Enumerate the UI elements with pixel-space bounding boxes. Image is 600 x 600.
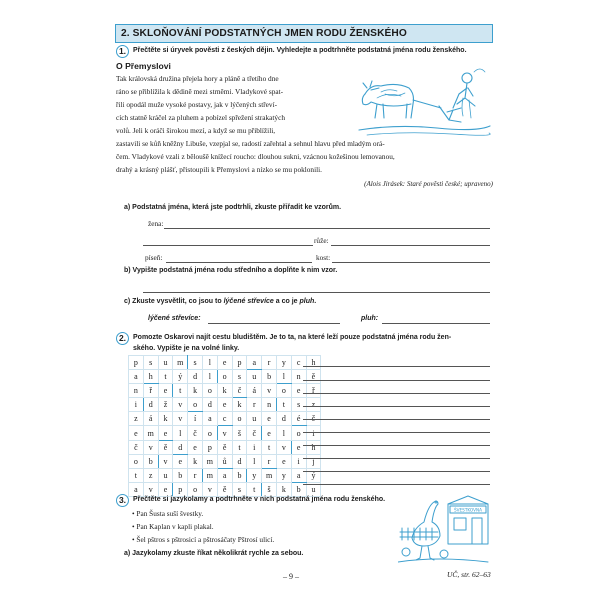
maze-cell: r (247, 398, 262, 412)
tongue-twister: • Pan Kaplan v kapli plakal. (132, 522, 214, 531)
maze-cell: b (173, 468, 188, 482)
textbook-reference: UČ, str. 62–63 (447, 570, 491, 579)
maze-cell: s (232, 482, 247, 496)
maze-cell: z (306, 398, 321, 412)
maze-cell: d (173, 440, 188, 454)
story-line: cích statně kráčel za pluhem a pobízel spřežení strakatých (116, 113, 285, 122)
maze-cell: č (232, 384, 247, 398)
answer-line[interactable] (208, 323, 340, 324)
maze-cell: a (217, 468, 232, 482)
story-title: O Přemyslovi (116, 61, 171, 71)
maze-cell: e (217, 356, 232, 370)
story-line: čem. Vladykové vzali z běloušě knížecí roucho: dlouhou sukni, vzácnou kožešinou lemovanou, (116, 152, 395, 161)
maze-cell: k (217, 384, 232, 398)
maze-cell: y (247, 468, 262, 482)
maze-cell: ů (217, 454, 232, 468)
maze-cell: d (202, 398, 217, 412)
maze-cell: v (173, 412, 188, 426)
maze-cell: m (173, 356, 188, 370)
answer-line[interactable] (303, 380, 490, 381)
maze-cell: č (129, 440, 144, 454)
maze-cell: k (188, 384, 203, 398)
maze-cell: a (291, 468, 306, 482)
maze-cell: e (262, 412, 277, 426)
maze-cell: ě (306, 370, 321, 384)
maze-cell: c (217, 412, 232, 426)
tongue-twister: • Šel pštros s pštrosicí a pštrosáčaty Pštrosí ulicí. (132, 535, 275, 544)
story-line: drahý a krásný plášť, přistoupili k Přemyslovi a nízko se mu poklonili. (116, 165, 322, 174)
maze-cell: e (217, 398, 232, 412)
maze-cell: š (232, 426, 247, 440)
maze-cell: č (306, 412, 321, 426)
maze-cell: n (262, 398, 277, 412)
maze-cell: t (158, 370, 173, 384)
answer-line[interactable] (303, 432, 490, 433)
pattern-label-ruze: růže: (314, 236, 329, 245)
pattern-label-pisen: píseň: (145, 253, 163, 262)
maze-row (129, 356, 321, 370)
maze-cell: ý (173, 370, 188, 384)
maze-cell: v (202, 482, 217, 496)
maze-cell: b (232, 468, 247, 482)
maze-cell: r (188, 468, 203, 482)
maze-cell: d (143, 398, 158, 412)
maze-cell: n (129, 384, 144, 398)
maze-cell: v (143, 482, 158, 496)
maze-row (129, 426, 321, 440)
answer-line[interactable] (332, 262, 490, 263)
maze-cell: y (276, 468, 291, 482)
maze-cell: s (291, 398, 306, 412)
answer-line[interactable] (331, 245, 490, 246)
maze-cell: o (276, 384, 291, 398)
label-pluh: pluh: (361, 315, 379, 322)
maze-cell: p (232, 356, 247, 370)
ex1-task-b: b) Vypište podstatná jména rodu středního a doplňte k nim vzor. (124, 267, 338, 274)
ex2-instruction-line1: Pomozte Oskarovi najít cestu bludištěm. Je to ta, na které leží pouze podstatná jména rodu žen- (133, 334, 452, 341)
maze-cell: d (232, 454, 247, 468)
maze-cell: l (202, 370, 217, 384)
maze-cell: k (188, 454, 203, 468)
maze-cell: s (232, 370, 247, 384)
answer-line[interactable] (303, 484, 490, 485)
maze-cell: r (262, 454, 277, 468)
maze-cell: l (247, 454, 262, 468)
answer-line[interactable] (303, 445, 490, 446)
maze-cell: t (276, 398, 291, 412)
answer-line[interactable] (303, 366, 490, 367)
maze-cell: é (291, 412, 306, 426)
maze-cell: z (143, 468, 158, 482)
maze-cell: z (129, 412, 144, 426)
maze-cell: e (262, 426, 277, 440)
maze-cell: k (276, 482, 291, 496)
maze-cell: ě (158, 440, 173, 454)
maze-cell: o (129, 454, 144, 468)
answer-line[interactable] (143, 245, 313, 246)
exercise-number-1: 1. (116, 45, 129, 58)
maze-cell: n (291, 370, 306, 384)
maze-cell: e (129, 426, 144, 440)
maze-cell: o (202, 384, 217, 398)
ex3-instruction: Přečtěte si jazykolamy a podtrhněte v nich podstatná jména rodu ženského. (133, 496, 386, 503)
maze-cell: m (143, 426, 158, 440)
maze-cell: o (291, 426, 306, 440)
maze-cell: v (262, 384, 277, 398)
pattern-label-zena: žena: (148, 219, 164, 228)
maze-cell: h (143, 370, 158, 384)
maze-row (129, 468, 321, 482)
maze-cell: e (158, 482, 173, 496)
maze-cell: u (306, 482, 321, 496)
maze-cell: ř (143, 384, 158, 398)
shop-sign: ŠVESTKOVNA (454, 507, 482, 513)
maze-cell: o (202, 426, 217, 440)
maze-cell: b (143, 454, 158, 468)
maze-cell: m (262, 468, 277, 482)
maze-cell: i (291, 454, 306, 468)
story-line: zastavili se kůň kněžny Libuše, vzepjal se, radostí zařehtal a sehnul hlavu před mladým orá- (116, 139, 385, 148)
maze-cell: c (291, 356, 306, 370)
maze-cell: v (173, 398, 188, 412)
maze-cell: u (247, 370, 262, 384)
maze-cell: č (247, 426, 262, 440)
ploughman-illustration (357, 64, 492, 139)
story-line: volů. Jeli k oráči širokou mezí, a když se mu přiblížili, (116, 126, 276, 135)
chapter-header: 2. SKLOŇOVÁNÍ PODSTATNÝCH JMEN RODU ŽENSKÉHO (115, 24, 493, 43)
maze-cell: ě (217, 482, 232, 496)
maze-cell: e (291, 440, 306, 454)
maze-cell: t (262, 440, 277, 454)
label-strevice: lýčené střevíce: (148, 315, 201, 322)
maze-cell: ý (306, 468, 321, 482)
maze-cell: d (276, 412, 291, 426)
maze-cell: r (262, 356, 277, 370)
maze-cell: s (143, 356, 158, 370)
maze-cell: á (247, 384, 262, 398)
maze-cell: e (158, 426, 173, 440)
maze-cell: o (188, 398, 203, 412)
maze-cell: š (262, 482, 277, 496)
answer-line[interactable] (143, 292, 490, 293)
maze-cell: u (247, 412, 262, 426)
exercise-number-2: 2. (116, 332, 129, 345)
maze-cell: m (202, 468, 217, 482)
maze-cell: v (158, 454, 173, 468)
maze-cell: b (291, 482, 306, 496)
maze-cell: o (188, 482, 203, 496)
maze-cell: ě (217, 440, 232, 454)
maze-cell: e (291, 384, 306, 398)
answer-line[interactable] (303, 419, 490, 420)
maze-cell: ř (306, 384, 321, 398)
maze-cell: p (173, 482, 188, 496)
maze-cell: t (173, 384, 188, 398)
maze-row (129, 454, 321, 468)
maze-cell: v (143, 440, 158, 454)
maze-cell: y (276, 356, 291, 370)
maze-cell: b (262, 370, 277, 384)
maze-cell: ž (158, 398, 173, 412)
maze-cell: p (129, 356, 144, 370)
answer-line[interactable] (303, 393, 490, 394)
maze-cell: o (232, 412, 247, 426)
maze-cell: a (202, 412, 217, 426)
ex1-task-c: c) Zkuste vysvětlit, co jsou to lýčené střevíce a co je pluh. (124, 298, 317, 305)
maze-cell: k (232, 398, 247, 412)
tongue-twister: • Pan Šusta suší švestky. (132, 509, 204, 518)
maze-cell: e (158, 384, 173, 398)
maze-cell: v (217, 426, 232, 440)
story-line: řili opodál muže vysoké postavy, jak v lýčených střeví- (116, 100, 278, 109)
ex1-task-a: a) Podstatná jména, která jste podtrhli, zkuste přiřadit ke vzorům. (124, 204, 342, 211)
maze-cell: e (173, 454, 188, 468)
ostrich-shop-illustration (398, 492, 494, 566)
maze-row (129, 412, 321, 426)
maze-cell: t (129, 468, 144, 482)
maze-cell: a (247, 356, 262, 370)
maze-cell: h (306, 440, 321, 454)
maze-cell: l (173, 426, 188, 440)
page-number: – 9 – (283, 572, 299, 581)
maze-cell: p (202, 440, 217, 454)
story-source: (Alois Jirásek: Staré pověsti české; upraveno) (364, 180, 493, 188)
maze-cell: e (276, 454, 291, 468)
answer-line[interactable] (303, 458, 490, 459)
maze-cell: á (143, 412, 158, 426)
maze-row (129, 440, 321, 454)
exercise-number-3: 3. (116, 494, 129, 507)
maze-cell: a (129, 370, 144, 384)
answer-line[interactable] (166, 262, 312, 263)
maze-cell: i (306, 426, 321, 440)
answer-line[interactable] (382, 323, 490, 324)
maze-cell: i (129, 398, 144, 412)
maze-cell: h (306, 356, 321, 370)
ex1-instruction: Přečtěte si úryvek pověsti z českých dějin. Vyhledejte a podtrhněte podstatná jména rodu ženského. (133, 47, 467, 54)
maze-cell: t (232, 440, 247, 454)
story-line: ráno se přiblížila k dědině mezi strněmi. Vladykové spat- (116, 87, 284, 96)
maze-cell: u (158, 356, 173, 370)
maze-cell: s (188, 356, 203, 370)
word-maze (128, 355, 321, 497)
maze-cell: a (129, 482, 144, 496)
maze-row (129, 384, 321, 398)
answer-line[interactable] (303, 471, 490, 472)
maze-cell: u (158, 468, 173, 482)
maze-cell: e (188, 440, 203, 454)
maze-cell: í (188, 412, 203, 426)
maze-cell: l (202, 356, 217, 370)
ex3-task-a: a) Jazykolamy zkuste říkat několikrát rychle za sebou. (124, 550, 304, 557)
maze-cell: i (247, 440, 262, 454)
maze-row (129, 370, 321, 384)
maze-cell: v (276, 440, 291, 454)
maze-cell: č (188, 426, 203, 440)
maze-cell: l (276, 370, 291, 384)
maze-cell: k (158, 412, 173, 426)
ex2-instruction-line2: ského. Vypište je na volné linky. (133, 345, 240, 352)
story-line: Tak královská družina přejela hory a pláně a třetího dne (116, 74, 279, 83)
maze-cell: l (276, 426, 291, 440)
maze-row (129, 398, 321, 412)
maze-cell: o (217, 370, 232, 384)
pattern-label-kost: kost: (316, 253, 331, 262)
maze-cell: d (188, 370, 203, 384)
maze-cell: t (247, 482, 262, 496)
answer-line[interactable] (303, 406, 490, 407)
answer-line[interactable] (164, 228, 490, 229)
maze-cell: m (202, 454, 217, 468)
maze-cell: j (306, 454, 321, 468)
